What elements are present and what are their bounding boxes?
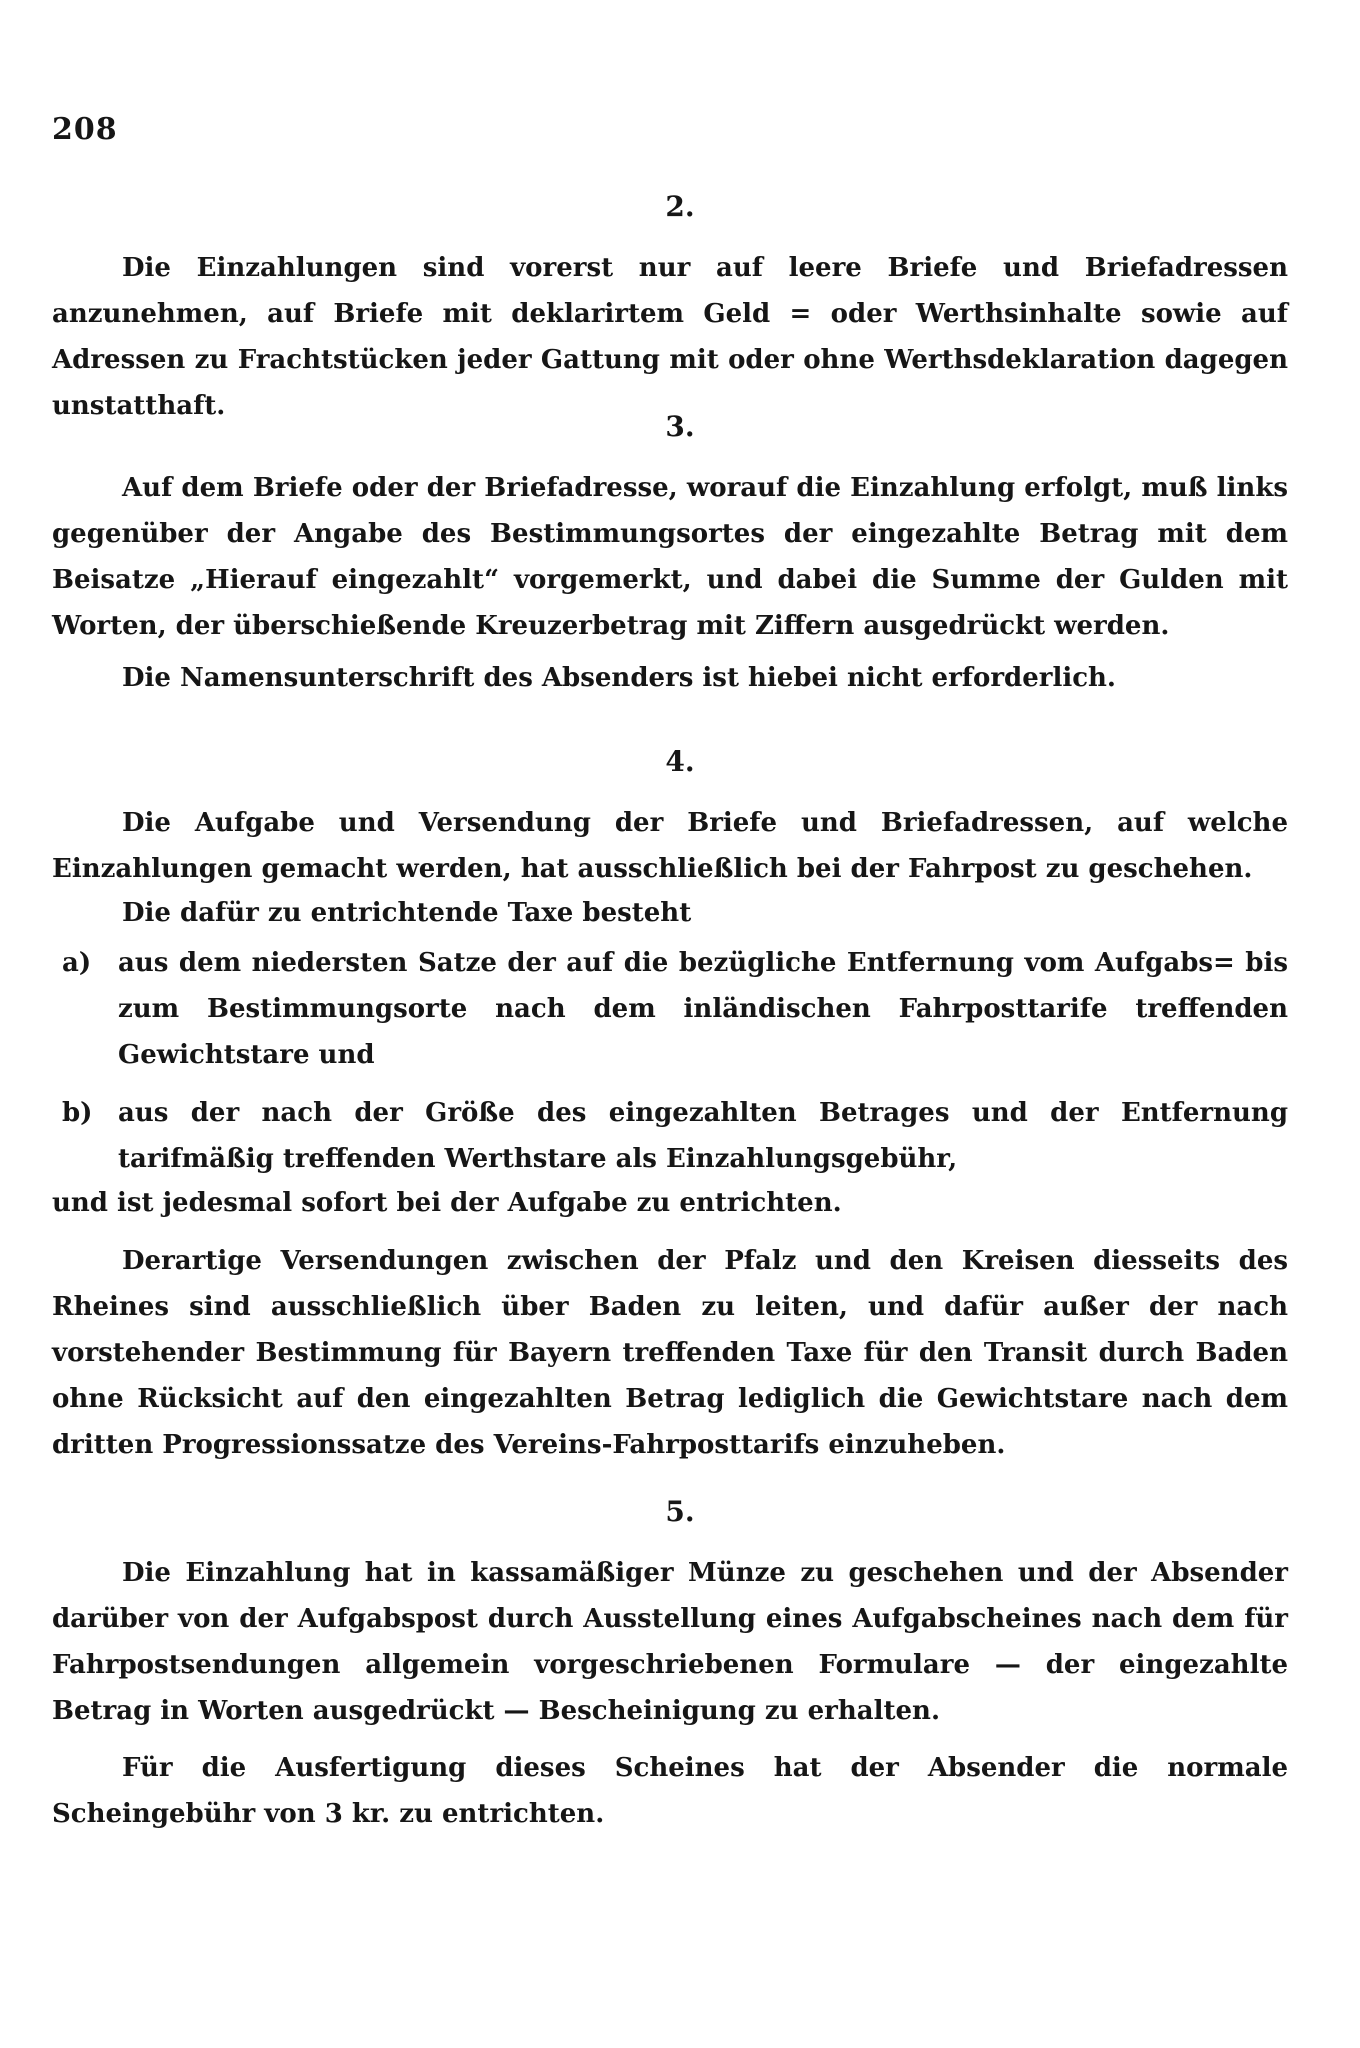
section-number-4: 4. xyxy=(665,745,695,778)
list-item-b-text: aus der nach der Größe des eingezahlten Betrages und der Entfernung tarifmäßig treffenden Werthstare als Einzahlungsgebühr, xyxy=(118,1098,1288,1174)
list-item-b-label: b) xyxy=(62,1098,93,1128)
section-4-paragraph-2: Die dafür zu entrichtende Taxe besteht xyxy=(122,898,692,928)
section-4-paragraph-3: und ist jedesmal sofort bei der Aufgabe zu entrichten. xyxy=(52,1188,842,1218)
section-5-paragraph-1: Die Einzahlung hat in kassamäßiger Münze zu geschehen und der Absender darüber von der Aufgabspost durch Ausstellung eines Aufgabscheines nach dem für Fahrpostsendungen allgemein vorgeschriebenen Formulare — der eingezahlte Betrag in Worten ausgedrückt — Bescheinigung zu erhalten. xyxy=(52,1558,1288,1726)
section-3-paragraph-2: Die Namensunterschrift des Absenders ist hiebei nicht erforderlich. xyxy=(122,663,1116,693)
section-number-2: 2. xyxy=(665,190,695,223)
page-number: 208 xyxy=(52,112,118,147)
section-2-paragraph-1: Die Einzahlungen sind vorerst nur auf leere Briefe und Briefadressen anzunehmen, auf Briefe mit deklarirtem Geld = oder Werthsinhalte sowie auf Adressen zu Frachtstücken jeder Gattung mit oder ohne Werthsdeklaration dagegen unstatthaft. xyxy=(52,253,1288,421)
section-number-3: 3. xyxy=(665,410,695,443)
section-4-paragraph-1: Die Aufgabe und Versendung der Briefe und Briefadressen, auf welche Einzahlungen gemacht werden, hat ausschließlich bei der Fahrpost zu geschehen. xyxy=(52,808,1288,884)
list-item-a xyxy=(62,940,1288,1078)
section-5-paragraph-2: Für die Ausfertigung dieses Scheines hat der Absender die normale Scheingebühr von 3 kr. zu entrichten. xyxy=(52,1753,1288,1829)
section-4-paragraph-4: Derartige Versendungen zwischen der Pfalz und den Kreisen diesseits des Rheines sind ausschließlich über Baden zu leiten, und dafür außer der nach vorstehender Bestimmung für Bayern treffenden Taxe für den Transit durch Baden ohne Rücksicht auf den eingezahlten Betrag lediglich die Gewichtstare nach dem dritten Progressionssatze des Vereins-Fahrposttarifs einzuheben. xyxy=(52,1246,1288,1460)
list-item-a-label: a) xyxy=(62,948,92,978)
list-item-a-text: aus dem niedersten Satze der auf die bezügliche Entfernung vom Aufgabs= bis zum Bestimmungsorte nach dem inländischen Fahrposttarife treffenden Gewichtstare und xyxy=(118,948,1288,1070)
section-3-paragraph-1: Auf dem Briefe oder der Briefadresse, worauf die Einzahlung erfolgt, muß links gegenüber der Angabe des Bestimmungsortes der eingezahlte Betrag mit dem Beisatze „Hierauf eingezahlt“ vorgemerkt, und dabei die Summe der Gulden mit Worten, der überschießende Kreuzerbetrag mit Ziffern ausgedrückt werden. xyxy=(52,473,1288,641)
list-item-b xyxy=(62,1090,1288,1182)
section-number-5: 5. xyxy=(665,1495,695,1528)
